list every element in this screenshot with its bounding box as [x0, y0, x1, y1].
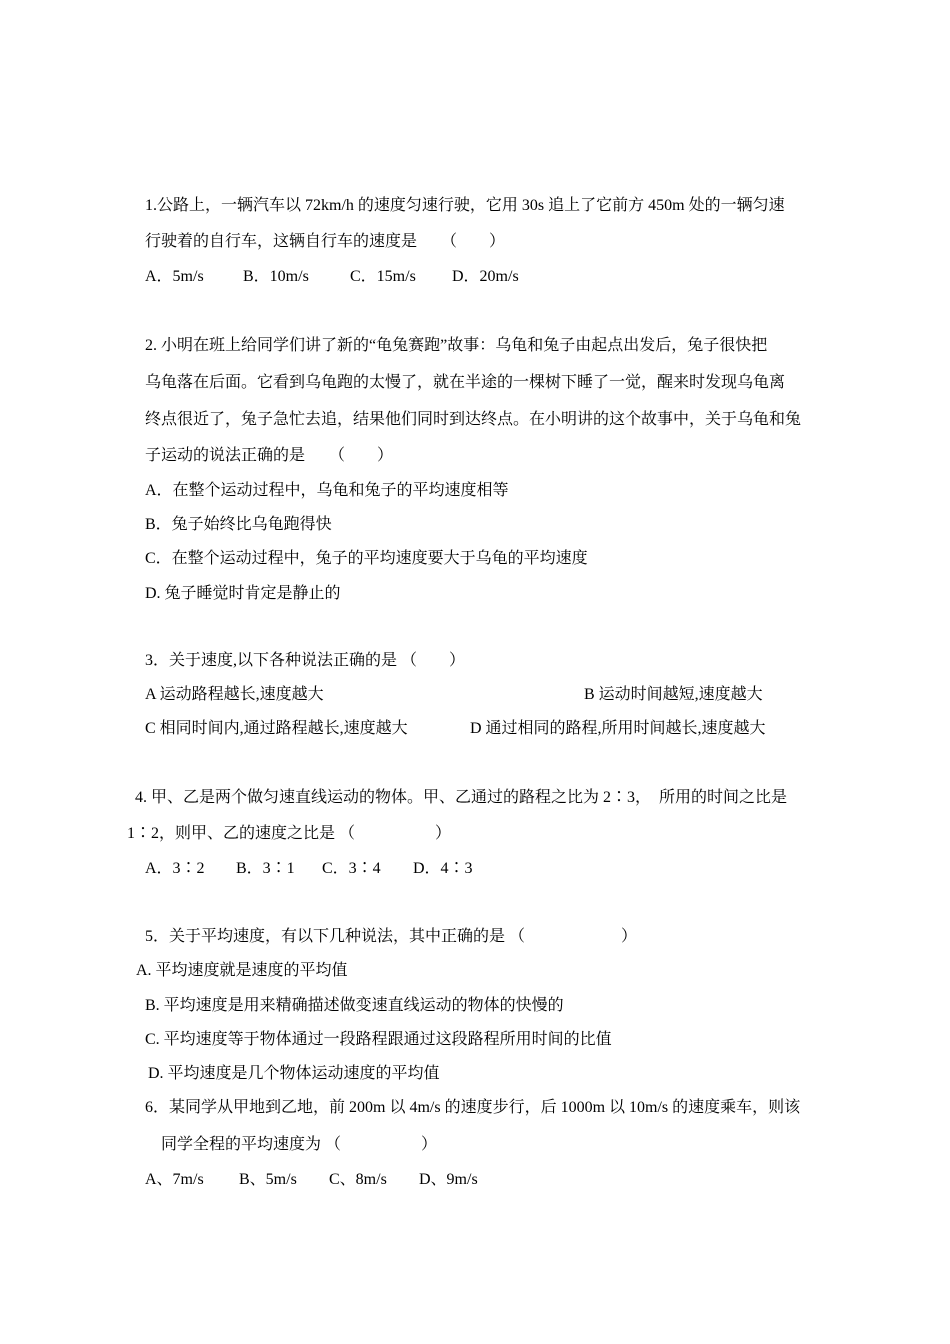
question-4-option-a: A．3∶2 [145, 860, 205, 877]
question-2-line-4: 子运动的说法正确的是 （ ） [145, 447, 394, 464]
question-1-option-b: B．10m/s [243, 268, 309, 285]
question-5-option-b: B. 平均速度是用来精确描述做变速直线运动的物体的快慢的 [145, 997, 564, 1014]
question-3-option-b: B 运动时间越短,速度越大 [584, 686, 763, 703]
question-6-option-b: B、5m/s [239, 1171, 297, 1188]
question-3-option-d: D 通过相同的路程,所用时间越长,速度越大 [470, 720, 766, 737]
question-2-option-a: A．在整个运动过程中，乌龟和兔子的平均速度相等 [145, 482, 509, 499]
question-6-options [145, 1170, 478, 1190]
question-1-option-a: A．5m/s [145, 268, 204, 285]
question-6-option-a: A、7m/s [145, 1171, 204, 1188]
question-5-option-a: A. 平均速度就是速度的平均值 [136, 962, 348, 979]
question-2-line-3: 终点很近了，兔子急忙去追，结果他们同时到达终点。在小明讲的这个故事中，关于乌龟和兔 [145, 411, 802, 428]
question-6-line-1: 6．某同学从甲地到乙地，前 200m 以 4m/s 的速度步行，后 1000m 以 10m/s 的速度乘车，则该 [145, 1099, 801, 1116]
question-2-option-c: C．在整个运动过程中，兔子的平均速度要大于乌龟的平均速度 [145, 550, 588, 567]
question-5-option-d: D. 平均速度是几个物体运动速度的平均值 [148, 1065, 440, 1082]
question-4-option-c: C．3∶4 [322, 860, 381, 877]
question-4-options [145, 859, 473, 879]
question-6-line-2: 同学全程的平均速度为 （ ） [161, 1136, 438, 1153]
question-1-options [145, 267, 519, 287]
question-4-option-b: B．3∶1 [236, 860, 295, 877]
question-2-line-1: 2. 小明在班上给同学们讲了新的“龟兔赛跑”故事：乌龟和兔子由起点出发后，兔子很快把 [145, 337, 768, 354]
question-1-option-d: D．20m/s [452, 268, 519, 285]
question-5-line-1: 5．关于平均速度，有以下几种说法，其中正确的是 （ ） [145, 928, 638, 945]
question-2-option-d: D. 兔子睡觉时肯定是静止的 [145, 585, 341, 602]
question-1-option-c: C．15m/s [350, 268, 416, 285]
question-2-option-b: B．兔子始终比乌龟跑得快 [145, 516, 332, 533]
question-3-line-1: 3．关于速度,以下各种说法正确的是 （ ） [145, 652, 466, 669]
question-6-option-c: C、8m/s [329, 1171, 387, 1188]
question-1-line-1: 1.公路上，一辆汽车以 72km/h 的速度匀速行驶，它用 30s 追上了它前方 450m 处的一辆匀速 [145, 197, 785, 214]
question-4-option-d: D．4∶3 [413, 860, 473, 877]
question-4-line-1: 4. 甲、乙是两个做匀速直线运动的物体。甲、乙通过的路程之比为 2∶3， 所用的时间之比是 [135, 789, 788, 806]
question-2-line-2: 乌龟落在后面。它看到乌龟跑的太慢了，就在半途的一棵树下睡了一觉，醒来时发现乌龟离 [145, 374, 786, 391]
question-3-option-c: C 相同时间内,通过路程越长,速度越大 [145, 720, 408, 737]
question-3-option-a: A 运动路程越长,速度越大 [145, 686, 324, 703]
question-1-line-2: 行驶着的自行车，这辆自行车的速度是 （ ） [145, 233, 506, 250]
question-4-line-2: 1∶2，则甲、乙的速度之比是 （ ） [127, 825, 452, 842]
question-6-option-d: D、9m/s [419, 1171, 478, 1188]
question-5-option-c: C. 平均速度等于物体通过一段路程跟通过这段路程所用时间的比值 [145, 1031, 612, 1048]
